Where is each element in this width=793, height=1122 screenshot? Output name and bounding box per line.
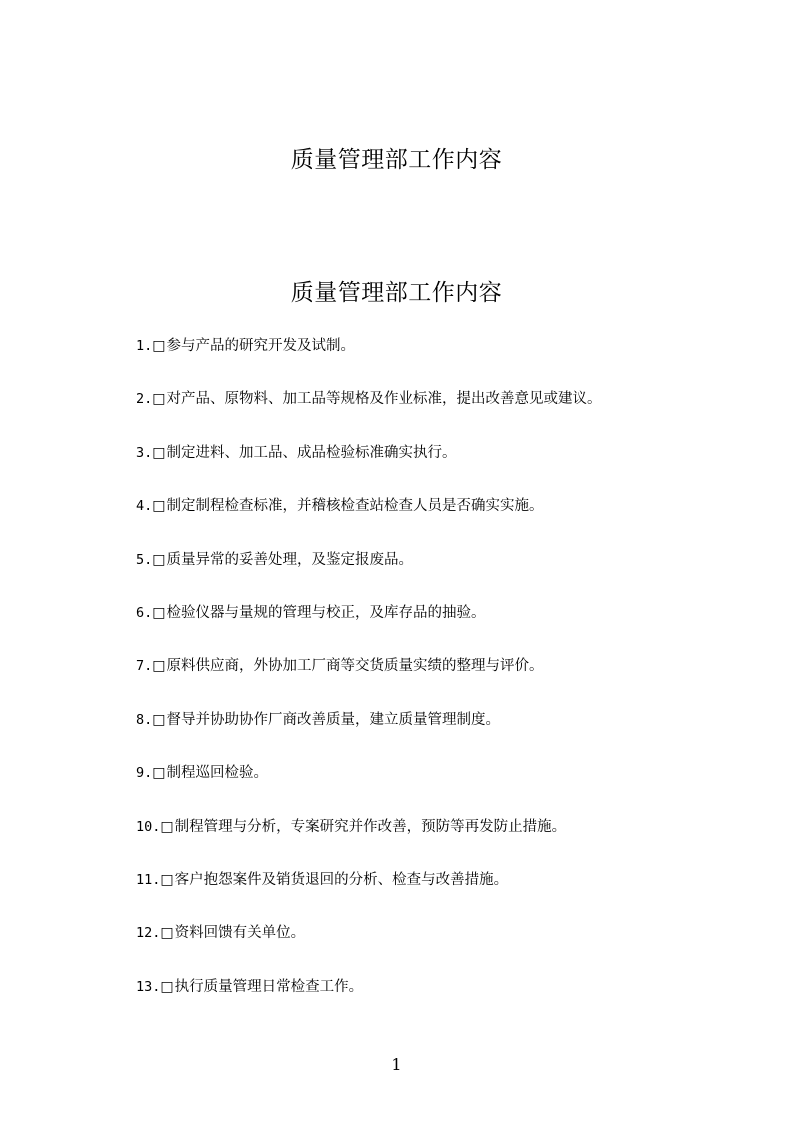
list-item [136, 976, 602, 1029]
list-item [136, 655, 602, 708]
item-number: 10. [136, 818, 161, 835]
list-item [136, 922, 602, 975]
checkbox-glyph: □ [152, 604, 166, 621]
item-number: 4. [136, 498, 153, 515]
item-number: 11. [136, 871, 161, 888]
item-text: 制程管理与分析，专案研究并作改善，预防等再发防止措施。 [174, 818, 567, 835]
item-text: 检验仪器与量规的管理与校正，及库存品的抽验。 [166, 604, 486, 621]
checkbox-glyph: □ [160, 978, 174, 995]
checkbox-glyph: □ [152, 498, 166, 515]
item-number: 1. [136, 338, 153, 354]
item-number: 7. [136, 658, 153, 675]
item-text: 制程巡回检验。 [166, 765, 268, 782]
checkbox-glyph: □ [152, 711, 166, 728]
item-text: 原料供应商，外协加工厂商等交货质量实绩的整理与评价。 [166, 658, 544, 675]
list-item [136, 869, 602, 922]
item-number: 3. [136, 444, 153, 461]
item-text: 执行质量管理日常检查工作。 [174, 978, 364, 995]
item-number: 13. [136, 978, 161, 995]
checkbox-glyph: □ [160, 871, 174, 888]
item-text: 参与产品的研究开发及试制。 [166, 338, 355, 354]
checkbox-glyph: □ [152, 551, 166, 568]
item-number: 2. [136, 391, 153, 408]
page-title: 质量管理部工作内容 [290, 280, 503, 306]
item-text: 对产品、原物料、加工品等规格及作业标准，提出改善意见或建议。 [166, 391, 602, 408]
item-number: 5. [136, 551, 153, 568]
item-text: 制定制程检查标准，并稽核检查站检查人员是否确实实施。 [166, 498, 544, 515]
checkbox-glyph: □ [152, 658, 166, 675]
page-number: 1 [391, 1055, 402, 1074]
item-text: 督导并协助协作厂商改善质量，建立质量管理制度。 [166, 711, 500, 728]
list-item [136, 602, 602, 655]
list-item [136, 762, 602, 815]
item-number: 12. [136, 925, 161, 942]
item-number: 8. [136, 711, 153, 728]
item-text: 质量异常的妥善处理，及鉴定报废品。 [166, 551, 413, 568]
item-text: 资料回馈有关单位。 [174, 925, 306, 942]
item-text: 客户抱怨案件及销货退回的分析、检查与改善措施。 [174, 871, 509, 888]
checkbox-glyph: □ [160, 925, 174, 942]
list-item [136, 495, 602, 548]
work-content-list [136, 335, 602, 1029]
list-item [136, 816, 602, 869]
list-item [136, 335, 602, 388]
item-number: 6. [136, 604, 153, 621]
list-item [136, 442, 602, 495]
item-text: 制定进料、加工品、成品检验标准确实执行。 [166, 444, 457, 461]
checkbox-glyph: □ [152, 444, 166, 461]
checkbox-glyph: □ [152, 391, 166, 408]
checkbox-glyph: □ [152, 765, 166, 782]
list-item [136, 709, 602, 762]
list-item [136, 549, 602, 602]
document-header-title: 质量管理部工作内容 [290, 147, 503, 173]
checkbox-glyph: □ [152, 338, 166, 354]
item-number: 9. [136, 765, 153, 782]
checkbox-glyph: □ [160, 818, 174, 835]
list-item [136, 388, 602, 441]
